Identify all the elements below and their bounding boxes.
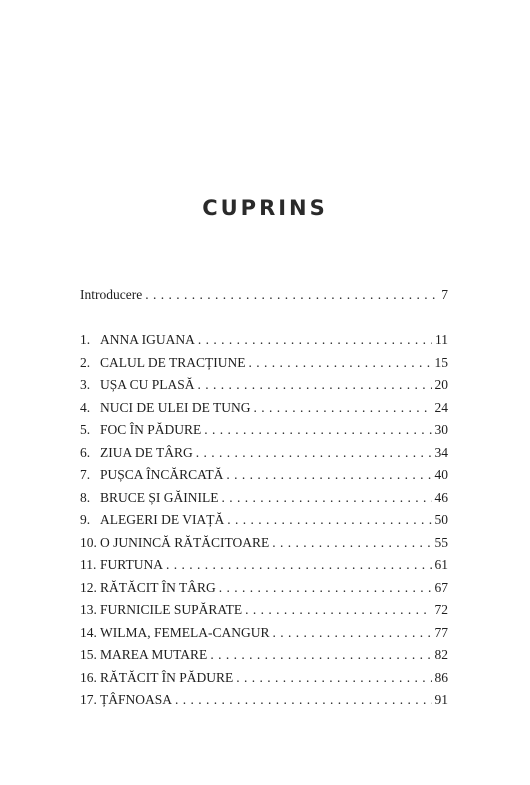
chapter-title: FOC ÎN PĂDURE [100,422,202,437]
chapter-title: RĂTĂCIT ÎN TÂRG [100,579,216,595]
chapter-number: 11. [80,557,97,572]
chapter-page: 34 [434,444,448,460]
chapter-title: ALEGERI DE VIAȚĂ [100,512,225,527]
toc-entry-intro [80,286,448,304]
toc-entry [80,331,448,349]
chapter-title: ANNA IGUANA [100,332,195,347]
chapter-number: 3. [80,377,91,392]
chapter-page: 86 [434,669,448,685]
chapter-page: 72 [434,602,448,617]
chapter-number: 14. [80,624,97,640]
toc-entry [80,444,448,462]
chapter-title: ȚÂFNOASA [100,692,173,707]
chapter-page: 11 [435,332,448,347]
leader-dots [166,556,432,574]
chapter-title: ZIUA DE TÂRG [100,444,193,460]
leader-dots [198,331,432,349]
leader-dots [145,286,438,304]
leader-dots [198,376,432,394]
chapter-title: FURNICILE SUPĂRATE [100,602,243,617]
toc-entry [80,691,448,709]
chapter-page: 55 [434,534,448,550]
toc-entry [80,669,448,687]
chapter-number: 17. [80,692,97,707]
chapter-page: 82 [434,647,448,662]
chapter-number: 15. [80,647,97,662]
leader-dots [175,691,431,709]
page-title: CUPRINS [202,196,328,220]
leader-dots [253,399,431,417]
chapter-page: 91 [434,692,448,707]
chapter-title: O JUNINCĂ RĂTĂCITOARE [100,534,270,550]
leader-dots [272,534,431,552]
leader-dots [222,489,432,507]
toc-entry [80,556,448,574]
toc-entry [80,534,448,552]
leader-dots [219,579,432,597]
chapter-title: FURTUNA [100,557,163,572]
chapter-title: UȘA CU PLASĂ [100,377,195,392]
toc-entry [80,489,448,507]
leader-dots [210,646,431,664]
chapter-number: 1. [80,332,91,347]
toc-entry [80,511,448,529]
leader-dots [236,669,431,687]
chapter-title: NUCI DE ULEI DE TUNG [100,399,251,415]
chapter-number: 12. [80,579,97,595]
toc-entry [80,646,448,664]
chapter-title: PUȘCA ÎNCĂRCATĂ [100,467,224,482]
leader-dots [249,354,432,372]
chapter-title: RĂTĂCIT ÎN PĂDURE [100,669,234,685]
toc-entry [80,354,448,372]
chapter-page: 67 [434,579,448,595]
chapter-page: 61 [434,557,448,572]
chapter-number: 4. [80,399,91,415]
toc-entry [80,421,448,439]
chapter-number: 16. [80,669,97,685]
chapter-page: 77 [434,624,448,640]
chapter-page: 15 [434,354,448,370]
chapter-number: 7. [80,467,91,482]
chapter-number: 5. [80,422,91,437]
chapter-number: 2. [80,354,91,370]
toc-entry-page: 7 [441,287,448,302]
toc-entry [80,624,448,642]
leader-dots [204,421,431,439]
leader-dots [226,466,431,484]
chapter-number: 6. [80,444,91,460]
chapter-title: BRUCE ȘI GĂINILE [100,489,219,505]
chapter-title: WILMA, FEMELA-CANGUR [100,624,270,640]
leader-dots [196,444,432,462]
chapter-title: CALUL DE TRACȚIUNE [100,354,246,370]
toc-entry-label: Introducere [80,287,143,302]
chapter-number: 10. [80,534,97,550]
chapter-number: 9. [80,512,91,527]
chapter-number: 13. [80,602,97,617]
toc-entry [80,579,448,597]
chapter-page: 50 [434,512,448,527]
chapter-page: 20 [434,377,448,392]
chapter-page: 40 [434,467,448,482]
chapter-page: 24 [434,399,448,415]
toc-entry [80,466,448,484]
leader-dots [245,601,431,619]
toc-entry [80,601,448,619]
chapter-title: MAREA MUTARE [100,647,208,662]
leader-dots [227,511,431,529]
chapter-page: 30 [434,422,448,437]
toc-entry [80,399,448,417]
leader-dots [273,624,432,642]
chapter-number: 8. [80,489,91,505]
chapter-page: 46 [434,489,448,505]
toc-entry [80,376,448,394]
